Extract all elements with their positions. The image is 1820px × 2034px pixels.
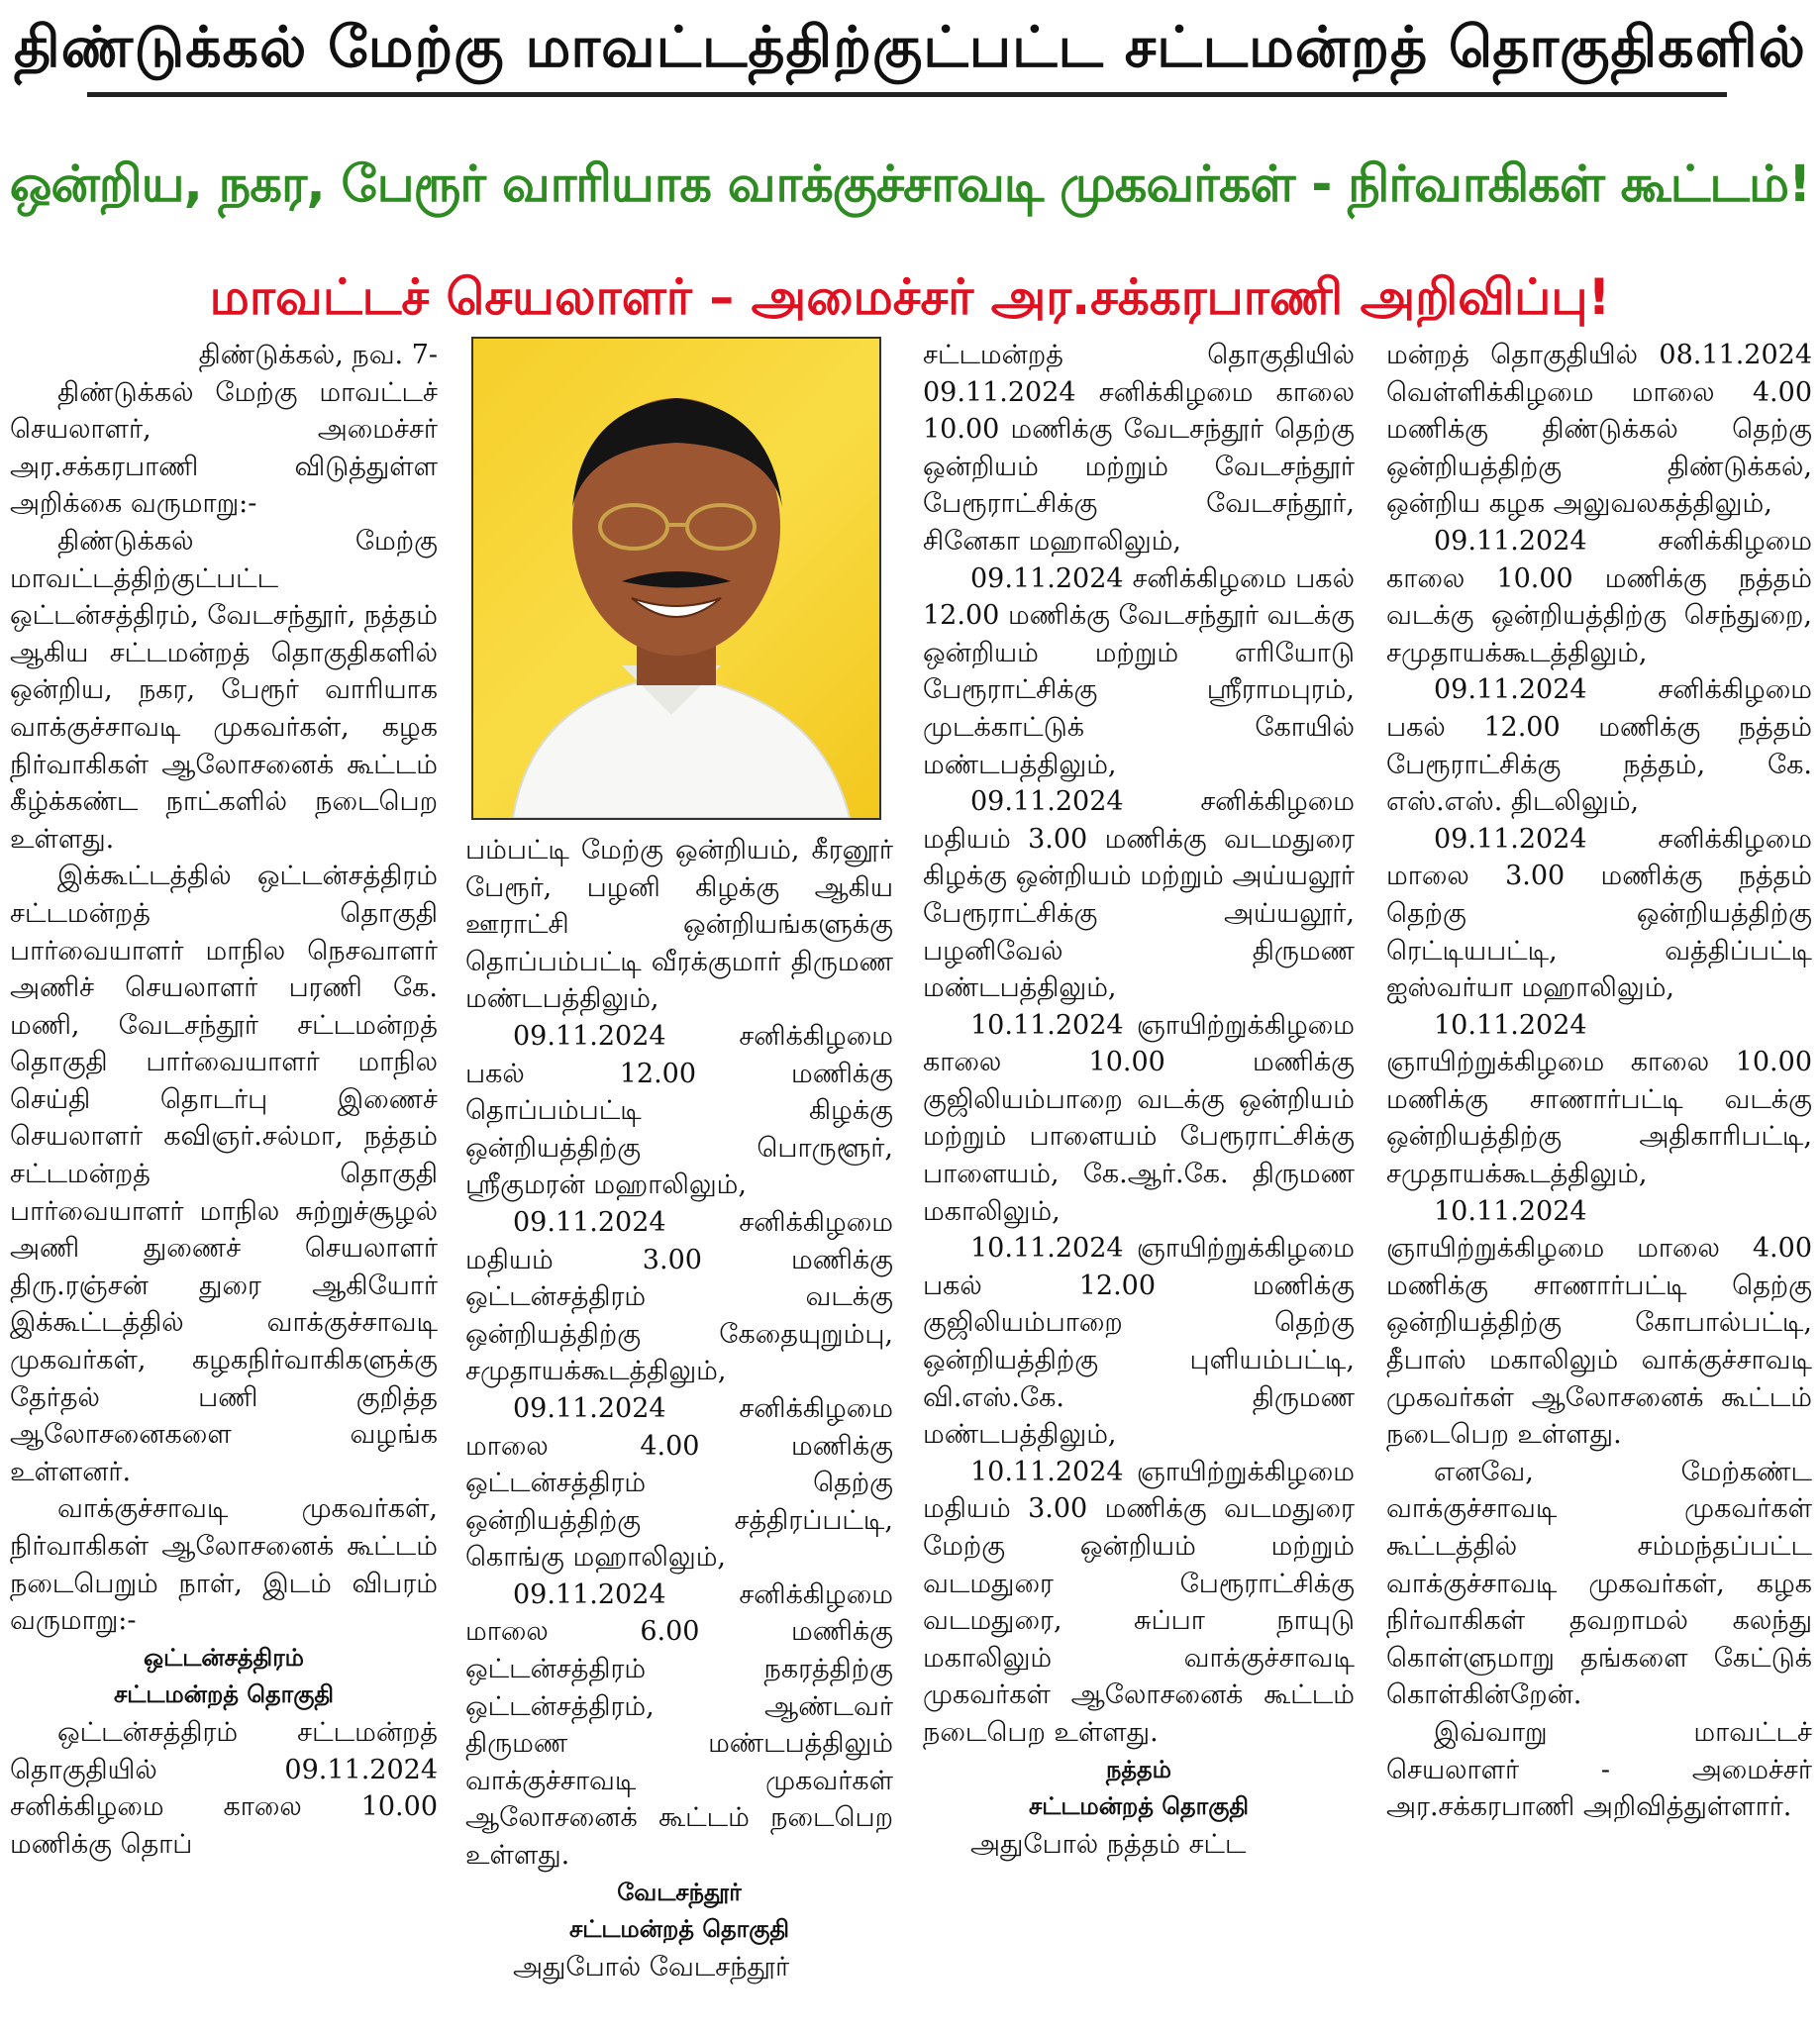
paragraph: 10.11.2024 ஞாயிற்றுக்கிழமை காலை 10.00 மணிக்கு குஜிலியம்பாறை வடக்கு ஒன்றியம் மற்றும் பாளையம் பேரூராட்சிக்கு பாளையம், கே.ஆர்.கே. திருமண மகாலிலும், (923, 1009, 1355, 1227)
paragraph: அதுபோல் வேடசந்தூர் (513, 1951, 790, 1983)
headline-divider (87, 92, 1727, 97)
subheading: வேடசந்தூர் (617, 1878, 742, 1906)
paragraph: சட்டமன்றத் தொகுதியில் 09.11.2024 சனிக்கிழமை காலை 10.00 மணிக்கு வேடசந்தூர் தெற்கு ஒன்றியம் மற்றும் வேடசந்தூர் பேரூராட்சிக்கு வேடசந்தூர், சினேகா மஹாலிலும், (923, 340, 1355, 557)
subheading: சட்டமன்றத் தொகுதி (1028, 1792, 1250, 1821)
paragraph: இக்கூட்டத்தில் ஒட்டன்சத்திரம் சட்டமன்றத் தொகுதி பார்வையாளர் மாநில நெசவாளர் அணிச் செயலாளர் பரணி கே. மணி, வேடசந்தூர் சட்டமன்றத் தொகுதி பார்வையாளர் மாநில செய்தி தொடர்பு இணைச் செயலாளர் கவிஞர்.சல்மா, நத்தம் சட்டமன்றத் தொகுதி பார்வையாளர் மாநில சுற்றுச்சூழல் அணி துணைச் செயலாளர் திரு.ரஞ்சன் துரை ஆகியோர் இக்கூட்டத்தில் வாக்குச்சாவடி முகவர்கள், கழகநிர்வாகிகளுக்கு தேர்தல் பணி குறித்த ஆலோசனைகளை வழங்க உள்ளனர். (10, 861, 438, 1487)
headline-line-1: திண்டுக்கல் மேற்கு மாவட்டத்திற்குட்பட்ட சட்டமன்றத் தொகுதிகளில் (13, 15, 1806, 80)
paragraph: பம்பட்டி மேற்கு ஒன்றியம், கீரனூர் பேரூர், பழனி கிழக்கு ஆகிய ஊராட்சி ஒன்றியங்களுக்கு தொப்பம்பட்டி வீரக்குமார் திருமண மண்டபத்திலும், (465, 835, 893, 1015)
paragraph: 10.11.2024 ஞாயிற்றுக்கிழமை மாலை 4.00 மணிக்கு சாணார்பட்டி தெற்கு ஒன்றியத்திற்கு கோபால்பட்டி, தீபாஸ் மகாலிலும் வாக்குச்சாவடி முகவர்கள் ஆலோசனைக் கூட்டம் நடைபெற உள்ளது. (1386, 1195, 1812, 1451)
paragraph: ஒட்டன்சத்திரம் சட்டமன்றத் தொகுதியில் 09.11.2024 சனிக்கிழமை காலை 10.00 மணிக்கு தொப் (10, 1716, 438, 1860)
paragraph: 10.11.2024 ஞாயிற்றுக்கிழமை காலை 10.00 மணிக்கு சாணார்பட்டி வடக்கு ஒன்றியத்திற்கு அதிகாரிபட்டி, சமுதாயக்கூடத்திலும், (1386, 1009, 1812, 1190)
paragraph: 09.11.2024 சனிக்கிழமை மதியம் 3.00 மணிக்கு ஒட்டன்சத்திரம் வடக்கு ஒன்றியத்திற்கு கேதையுறும்பு, சமுதாயக்கூடத்திலும், (465, 1206, 893, 1387)
headline-line-3: மாவட்டச் செயலாளர் – அமைச்சர் அர.சக்கரபாணி அறிவிப்பு! (209, 268, 1611, 326)
article-column-4 (1386, 337, 1812, 2034)
paragraph: 09.11.2024 சனிக்கிழமை மாலை 4.00 மணிக்கு ஒட்டன்சத்திரம் தெற்கு ஒன்றியத்திற்கு சத்திரப்பட்டி, கொங்கு மஹாலிலும், (465, 1392, 893, 1574)
article-column-3 (923, 337, 1355, 2034)
paragraph: அதுபோல் நத்தம் சட்ட (970, 1828, 1247, 1860)
paragraph: 09.11.2024 சனிக்கிழமை பகல் 12.00 மணிக்கு நத்தம் பேரூராட்சிக்கு நத்தம், கே. எஸ்.எஸ். திடலிலும், (1386, 674, 1812, 818)
paragraph: இவ்வாறு மாவட்டச் செயலாளர் - அமைச்சர் அர.சக்கரபாணி அறிவித்துள்ளார். (1386, 1716, 1812, 1823)
paragraph: வாக்குச்சாவடி முகவர்கள், நிர்வாகிகள் ஆலோசனைக் கூட்டம் நடைபெறும் நாள், இடம் விபரம் வருமாறு:- (10, 1493, 438, 1637)
article-column-2 (465, 832, 893, 2034)
paragraph: 09.11.2024 சனிக்கிழமை பகல் 12.00 மணிக்கு வேடசந்தூர் வடக்கு ஒன்றியம் மற்றும் எரியோடு பேரூராட்சிக்கு ஸ்ரீராமபுரம், முடக்காட்டுக் கோயில் மண்டபத்திலும், (923, 562, 1355, 780)
paragraph: 09.11.2024 சனிக்கிழமை மாலை 6.00 மணிக்கு ஒட்டன்சத்திரம் நகரத்திற்கு ஒட்டன்சத்திரம், ஆண்டவர் திருமண மண்டபத்திலும் வாக்குச்சாவடி முகவர்கள் ஆலோசனைக் கூட்டம் நடைபெற உள்ளது. (465, 1578, 893, 1872)
paragraph: மன்றத் தொகுதியில் 08.11.2024 வெள்ளிக்கிழமை மாலை 4.00 மணிக்கு திண்டுக்கல் தெற்கு ஒன்றியத்திற்கு திண்டுக்கல், ஒன்றிய கழக அலுவலகத்திலும், (1386, 340, 1812, 520)
subheading: சட்டமன்றத் தொகுதி (568, 1915, 790, 1944)
paragraph: திண்டுக்கல் மேற்கு மாவட்டத்திற்குட்பட்ட ஒட்டன்சத்திரம், வேடசந்தூர், நத்தம் ஆகிய சட்டமன்றத் தொகுதிகளில் ஒன்றிய, நகர, பேரூர் வாரியாக வாக்குச்சாவடி முகவர்கள், கழக நிர்வாகிகள் ஆலோசனைக் கூட்டம் கீழ்க்கண்ட நாட்களில் நடைபெற உள்ளது. (10, 525, 438, 855)
portrait-icon (473, 339, 879, 818)
paragraph: 09.11.2024 சனிக்கிழமை பகல் 12.00 மணிக்கு தொப்பம்பட்டி கிழக்கு ஒன்றியத்திற்கு பொருளூர், ஸ்ரீகுமரன் மஹாலிலும், (465, 1020, 893, 1201)
paragraph: 10.11.2024 ஞாயிற்றுக்கிழமை பகல் 12.00 மணிக்கு குஜிலியம்பாறை தெற்கு ஒன்றியத்திற்கு புளியம்பட்டி, வி.எஸ்.கே. திருமண மண்டபத்திலும், (923, 1233, 1355, 1451)
paragraph: 09.11.2024 சனிக்கிழமை மதியம் 3.00 மணிக்கு வடமதுரை கிழக்கு ஒன்றியம் மற்றும் அய்யலூர் பேரூராட்சிக்கு அய்யலூர், பழனிவேல் திருமண மண்டபத்திலும், (923, 786, 1355, 1004)
paragraph: 10.11.2024 ஞாயிற்றுக்கிழமை மதியம் 3.00 மணிக்கு வடமதுரை மேற்கு ஒன்றியம் மற்றும் வடமதுரை பேரூராட்சிக்கு வடமதுரை, சுப்பா நாயுடு மகாலிலும் வாக்குச்சாவடி முகவர்கள் ஆலோசனைக் கூட்டம் நடைபெற உள்ளது. (923, 1456, 1355, 1748)
subheading: ஒட்டன்சத்திரம் (144, 1643, 304, 1672)
subheading: நத்தம் (1106, 1755, 1171, 1783)
headline-line-2: ஒன்றிய, நகர, பேரூர் வாரியாக வாக்குச்சாவடி முகவர்கள் - நிர்வாகிகள் கூட்டம்! (9, 155, 1811, 214)
paragraph: 09.11.2024 சனிக்கிழமை மாலை 3.00 மணிக்கு நத்தம் தெற்கு ஒன்றியத்திற்கு ரெட்டியபட்டி, வத்திப்பட்டி ஐஸ்வர்யா மஹாலிலும், (1386, 823, 1812, 1004)
dateline: திண்டுக்கல், நவ. 7- (198, 340, 438, 370)
paragraph: எனவே, மேற்கண்ட வாக்குச்சாவடி முகவர்கள் கூட்டத்தில் சம்மந்தப்பட்ட வாக்குச்சாவடி முகவர்கள், கழக நிர்வாகிகள் தவறாமல் கலந்து கொள்ளுமாறு தங்களை கேட்டுக் கொள்கின்றேன். (1386, 1456, 1812, 1711)
subheading: சட்டமன்றத் தொகுதி (113, 1680, 335, 1709)
paragraph: திண்டுக்கல் மேற்கு மாவட்டச் செயலாளர், அமைச்சர் அர.சக்கரபாணி விடுத்துள்ள அறிக்கை வருமாறு:- (10, 376, 438, 520)
minister-photo (471, 337, 881, 820)
article-column-1 (10, 337, 438, 2034)
paragraph: 09.11.2024 சனிக்கிழமை காலை 10.00 மணிக்கு நத்தம் வடக்கு ஒன்றியத்திற்கு செந்துறை, சமுதாயக்கூடத்திலும், (1386, 525, 1812, 668)
